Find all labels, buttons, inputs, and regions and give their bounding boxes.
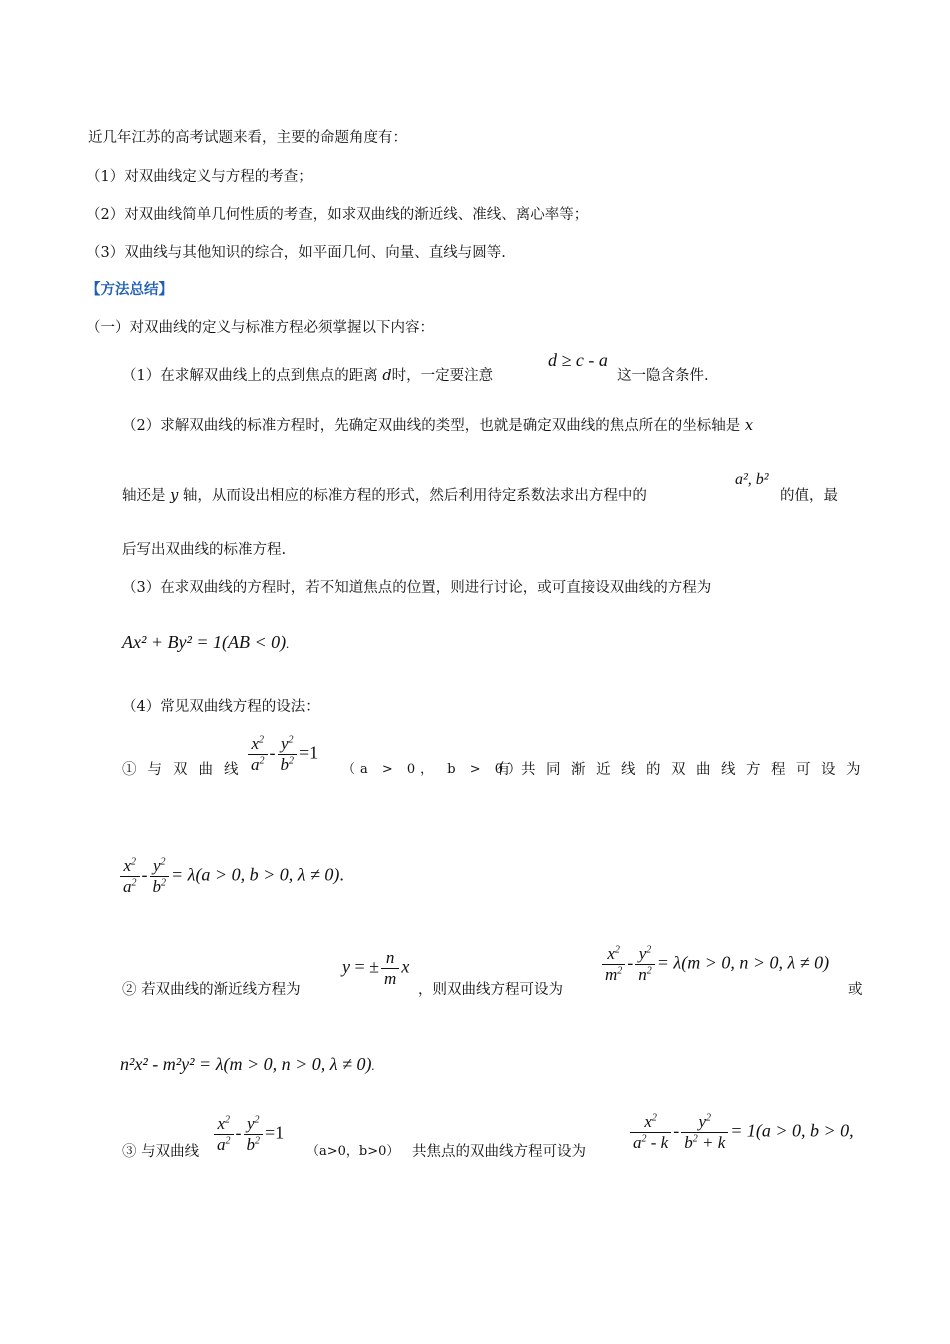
intro-text: 近几年江苏的高考试题来看，主要的命题角度有： (88, 130, 407, 146)
method-heading: 【方法总结】 (86, 281, 173, 298)
item-2-asymptote: y = ± $\frac{n}{m}$ x (342, 948, 410, 988)
item-3-mid: 共焦点的双曲线方程可设为 (412, 1144, 586, 1160)
paragraph-2-line-2 (122, 486, 647, 506)
paragraph-2-line-3: 后写出双曲线的标准方程. (122, 542, 287, 558)
frac3-x2-a2-k: $\frac{x^2}{a^2 - k}$ (630, 1112, 671, 1153)
paragraph-2-line-1 (122, 416, 753, 436)
frac3-y2-b2-k: $\frac{y^2}{b^2 + k}$ (681, 1112, 728, 1153)
item-1-suffix: 有共同渐近线的双曲线方程可设为 (496, 762, 871, 778)
item-2-prefix: ② 若双曲线的渐近线方程为 (122, 982, 301, 998)
item-1-equation: $\frac{x^2}{a^2}$ - $\frac{y^2}{b^2}$ =1 (246, 734, 318, 775)
item-2-mid: ，则双曲线方程可设为 (418, 982, 563, 998)
p2-line2-c: 的值，最 (780, 488, 838, 504)
item-3-prefix: ③ 与双曲线 (122, 1144, 200, 1160)
p3-formula-text: Ax² + By² = 1(AB < 0) (122, 632, 287, 652)
result-frac-y2-b2: $\frac{y^2}{b^2}$ (150, 856, 170, 897)
item-1-dot: . (339, 864, 344, 885)
p3-formula (122, 632, 289, 654)
result-frac-x2-a2: $\frac{x^2}{a^2}$ (120, 856, 140, 897)
item-1-result: $\frac{x^2}{a^2}$ - $\frac{y^2}{b^2}$ = λ(a > 0, b > 0, λ ≠ 0). (118, 856, 344, 897)
frac-x2-a2: $\frac{x^2}{a^2}$ (248, 734, 268, 775)
item-3-equation: $\frac{x^2}{a^2}$ - $\frac{y^2}{b^2}$ =1 (212, 1114, 284, 1155)
angle-3: （3）双曲线与其他知识的综合，如平面几何、向量、直线与圆等. (86, 245, 506, 261)
p2-ab-formula: a², b² (735, 471, 769, 488)
frac-x2-m2: $\frac{x^2}{m^2}$ (602, 944, 625, 985)
p3-dot: . (286, 636, 290, 651)
frac-n-m: $\frac{n}{m}$ (381, 948, 399, 989)
p1-formula: d ≥ c - a (548, 350, 608, 370)
item-3-cond: （a>0，b>0） (306, 1144, 400, 1159)
item-1-cond: （a > 0， b > 0） (342, 762, 527, 777)
paragraph-4: （4）常见双曲线方程的设法： (122, 699, 320, 715)
p1-text-a: （1）在求解双曲线上的点到焦点的距离 (122, 368, 383, 384)
frac3-x2-a2: $\frac{x^2}{a^2}$ (214, 1114, 234, 1155)
p2-line2-a: 轴还是 (122, 488, 171, 504)
item-2-second-equation (120, 1054, 375, 1076)
p1-text-c: 这一隐含条件. (617, 368, 709, 384)
p1-d: d (382, 368, 392, 384)
item-1-result-tail: = λ(a > 0, b > 0, λ ≠ 0) (171, 864, 340, 885)
p2-x: x (744, 418, 754, 434)
paragraph-1 (122, 366, 493, 386)
frac-y2-b2: $\frac{y^2}{b^2}$ (278, 734, 298, 775)
item-3-result: $\frac{x^2}{a^2 - k}$ - $\frac{y^2}{b^2 + k}$ = 1(a > 0, b > 0, (628, 1112, 854, 1153)
item-2-or: 或 (848, 982, 863, 998)
frac3-y2-b2: $\frac{y^2}{b^2}$ (244, 1114, 264, 1155)
item-2-second-text: n²x² - m²y² = λ(m > 0, n > 0, λ ≠ 0) (120, 1054, 372, 1074)
paragraph-3: （3）在求双曲线的方程时，若不知道焦点的位置，则进行讨论，或可直接设双曲线的方程为 (122, 580, 712, 596)
section-1-title: （一）对双曲线的定义与标准方程必须掌握以下内容： (86, 320, 434, 336)
p1-text-b: 时，一定要注意 (391, 368, 494, 384)
item-2-dot: . (371, 1058, 375, 1073)
item-3-tail: = 1(a > 0, b > 0, (730, 1120, 854, 1141)
p2-y: y (170, 488, 179, 504)
angle-1: （1）对双曲线定义与方程的考查； (86, 169, 313, 185)
p2-line2-b: 轴，从而设出相应的标准方程的形式，然后利用待定系数法求出方程中的 (178, 488, 647, 504)
p2-line1-text: （2）求解双曲线的标准方程时，先确定双曲线的类型，也就是确定双曲线的焦点所在的坐标轴是 (122, 418, 745, 434)
angle-2: （2）对双曲线简单几何性质的考查，如求双曲线的渐近线、准线、离心率等； (86, 207, 589, 223)
frac-y2-n2: $\frac{y^2}{n^2}$ (635, 944, 655, 985)
item-2-eq-tail: = λ(m > 0, n > 0, λ ≠ 0) (656, 952, 830, 973)
item-1-prefix: ①与双曲线 (122, 762, 250, 778)
item-2-equation: $\frac{x^2}{m^2}$ - $\frac{y^2}{n^2}$ = λ(m > 0, n > 0, λ ≠ 0) (600, 944, 829, 985)
